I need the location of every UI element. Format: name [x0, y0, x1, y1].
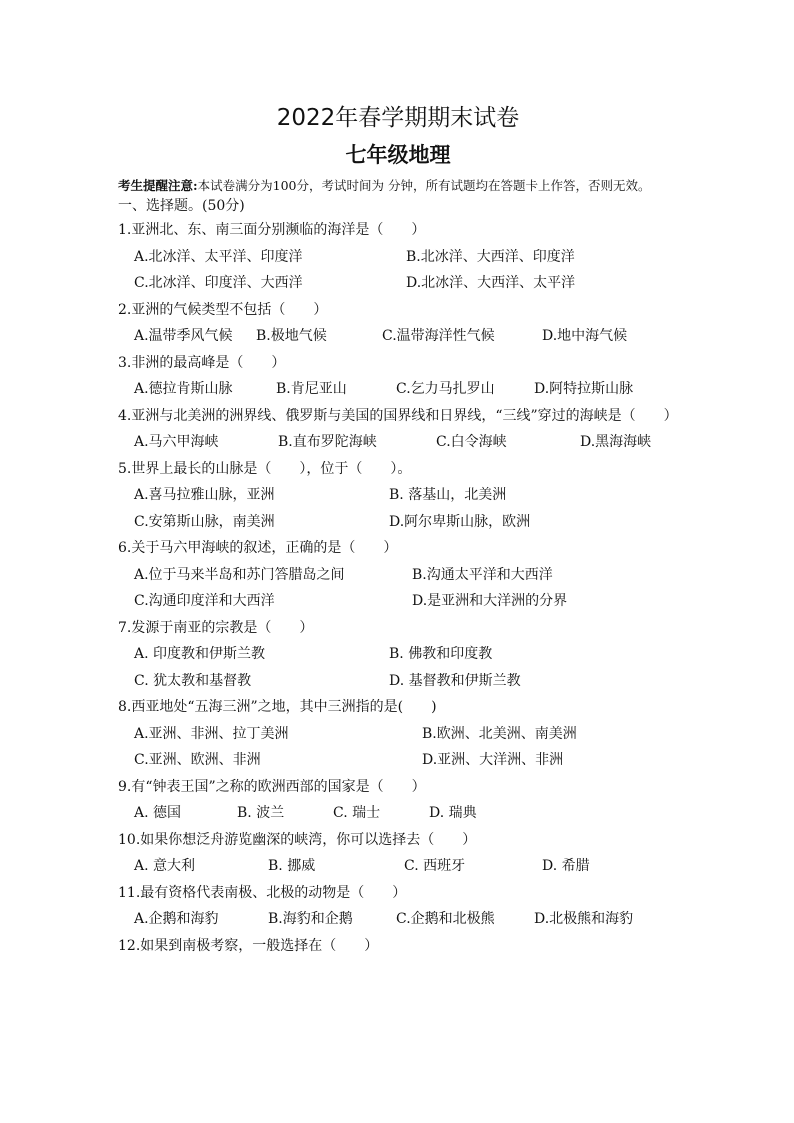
question-options — [118, 244, 678, 297]
option-a: A. 德国 — [134, 805, 182, 821]
exam-page — [118, 102, 678, 959]
option-b: B. 落基山，北美洲 — [389, 487, 507, 503]
exam-notice — [118, 176, 678, 195]
question-options — [118, 429, 678, 456]
question-stem: 7.发源于南亚的宗教是（ ） — [118, 619, 314, 636]
option-c: C.亚洲、欧洲、非洲 — [134, 752, 261, 768]
question-stem: 12.如果到南极考察，一般选择在（ ） — [118, 937, 379, 954]
option-b: B.海豹和企鹅 — [268, 911, 353, 927]
question-5 — [118, 456, 678, 536]
option-d: D. 瑞典 — [429, 805, 477, 821]
question-stem: 6.关于马六甲海峡的叙述，正确的是（ ） — [118, 540, 398, 556]
option-c: C.白令海峡 — [436, 434, 507, 450]
notice-label: 考生提醒注意: — [118, 178, 198, 193]
question-stem: 1.亚洲北、东、南三面分别濒临的海洋是（ ） — [118, 222, 426, 238]
option-b: B.极地气候 — [256, 328, 327, 344]
question-1 — [118, 217, 678, 297]
option-c: C.北冰洋、印度洋、大西洋 — [134, 275, 303, 291]
option-a: A. 意大利 — [134, 858, 196, 874]
question-3 — [118, 350, 678, 403]
option-a: A.温带季风气候 — [134, 328, 233, 344]
question-stem: 5.世界上最长的山脉是（ ），位于（ ）。 — [118, 460, 412, 477]
option-c: C.沟通印度洋和大西洋 — [134, 593, 275, 609]
option-d: D.黑海海峡 — [580, 434, 652, 450]
question-stem: 4.亚洲与北美洲的洲界线、俄罗斯与美国的国界线和日界线，“三线”穿过的海峡是（ ） — [118, 407, 678, 424]
option-c: C.安第斯山脉，南美洲 — [134, 513, 275, 530]
question-stem: 9.有“钟表王国”之称的欧洲西部的国家是（ ） — [118, 778, 426, 795]
option-a: A.北冰洋、太平洋、印度洋 — [134, 248, 303, 265]
question-options — [118, 906, 678, 933]
option-c: C. 西班牙 — [404, 858, 466, 874]
option-b: B.欧洲、北美洲、南美洲 — [422, 725, 577, 742]
option-d: D. 基督教和伊斯兰教 — [389, 672, 521, 689]
question-4 — [118, 403, 678, 456]
option-b: B. 挪威 — [268, 858, 316, 874]
option-a: A.马六甲海峡 — [134, 434, 219, 450]
option-d: D.北冰洋、大西洋、太平洋 — [406, 275, 576, 291]
question-9 — [118, 774, 678, 827]
question-12 — [118, 933, 678, 960]
question-8 — [118, 694, 678, 774]
option-d: D.地中海气候 — [542, 328, 628, 344]
option-a: A.喜马拉雅山脉，亚洲 — [134, 487, 275, 503]
notice-text: 本试卷满分为100分，考试时间为 分钟，所有试题均在答题卡上作答，否则无效。 — [197, 178, 651, 193]
option-d: D.北极熊和海豹 — [534, 911, 634, 927]
option-d: D.亚洲、大洋洲、非洲 — [422, 752, 564, 768]
question-10 — [118, 827, 678, 880]
question-6 — [118, 535, 678, 615]
option-c: C. 犹太教和基督教 — [134, 672, 252, 689]
question-options — [118, 482, 678, 535]
question-options — [118, 800, 678, 827]
option-a: A.亚洲、非洲、拉丁美洲 — [134, 725, 289, 742]
option-c: C.乞力马扎罗山 — [396, 381, 495, 397]
option-b: B.直布罗陀海峡 — [278, 434, 377, 450]
question-stem: 8.西亚地处“五海三洲”之地，其中三洲指的是( ) — [118, 699, 437, 715]
option-b: B. 佛教和印度教 — [389, 646, 493, 662]
exam-subtitle: 七年级地理 — [345, 143, 451, 167]
exam-title: 2022年春学期期末试卷 — [276, 105, 520, 131]
option-b: B.肯尼亚山 — [276, 381, 347, 397]
option-a: A. 印度教和伊斯兰教 — [134, 646, 266, 662]
option-d: D. 希腊 — [542, 858, 590, 874]
question-options — [118, 641, 678, 694]
option-b: B. 波兰 — [237, 805, 285, 821]
question-options — [118, 376, 678, 403]
question-11 — [118, 880, 678, 933]
option-c: C.企鹅和北极熊 — [396, 911, 495, 927]
question-stem: 11.最有资格代表南极、北极的动物是（ ） — [118, 884, 407, 901]
option-d: D.是亚洲和大洋洲的分界 — [412, 593, 568, 609]
question-stem: 3.非洲的最高峰是（ ） — [118, 354, 286, 371]
question-stem: 10.如果你想泛舟游览幽深的峡湾，你可以选择去（ ） — [118, 831, 477, 848]
question-options — [118, 323, 678, 350]
option-d: D.阿尔卑斯山脉，欧洲 — [389, 513, 531, 530]
option-a: A.德拉肯斯山脉 — [134, 381, 233, 397]
question-stem: 2.亚洲的气候类型不包括（ ） — [118, 301, 328, 318]
option-c: C.温带海洋性气候 — [382, 328, 495, 344]
option-b: B.北冰洋、大西洋、印度洋 — [406, 248, 575, 265]
question-2 — [118, 297, 678, 350]
option-a: A.企鹅和海豹 — [134, 911, 219, 927]
section-title: 一、选择题。(50分) — [118, 198, 245, 214]
question-options — [118, 562, 678, 615]
question-options — [118, 853, 678, 880]
option-a: A.位于马来半岛和苏门答腊岛之间 — [134, 566, 345, 583]
option-c: C. 瑞士 — [333, 805, 381, 821]
question-7 — [118, 615, 678, 695]
option-b: B.沟通太平洋和大西洋 — [412, 566, 553, 583]
question-options — [118, 721, 678, 774]
option-d: D.阿特拉斯山脉 — [534, 381, 634, 397]
